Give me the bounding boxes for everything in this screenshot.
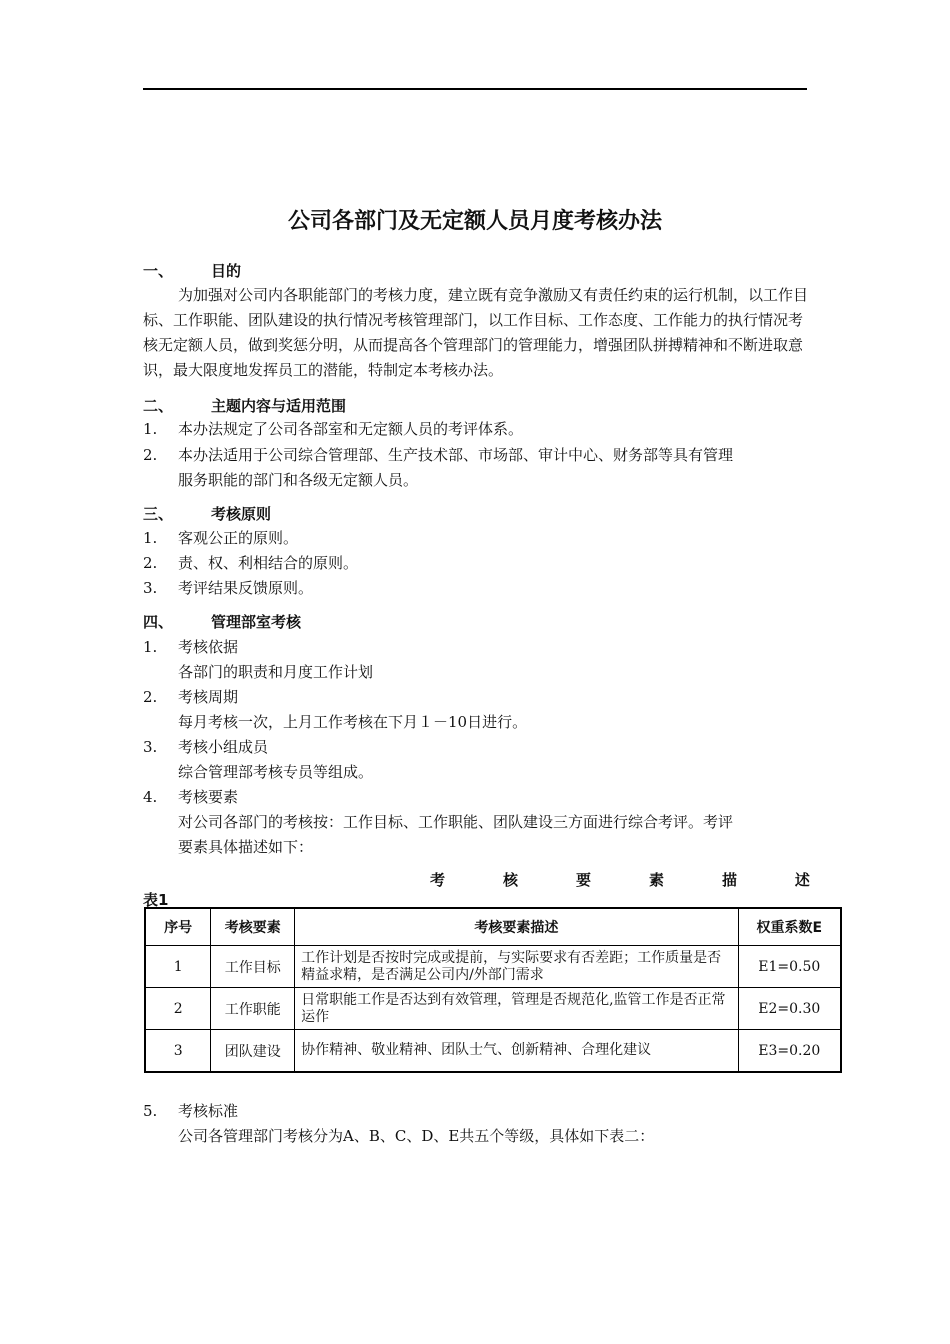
list-continuation: 综合管理部考核专员等组成。 [178,763,374,781]
header-rule [143,88,807,90]
section-label: 主题内容与适用范围 [211,397,347,415]
caption-char: 述 [794,871,810,889]
section-number: 二、 [143,397,174,415]
caption-char: 描 [721,871,737,889]
cell-index: 3 [145,1030,211,1073]
section-heading-4 [143,611,301,632]
section-heading-3 [143,503,271,524]
assessment-table [144,907,842,1073]
section-heading-2 [143,395,346,416]
cell-element: 工作职能 [211,988,295,1030]
column-header: 权重系数E [738,908,841,946]
list-item [143,444,733,465]
list-text: 考核依据 [178,638,239,656]
list-number: 1. [143,529,158,547]
caption-char: 考 [430,871,446,889]
section-label: 目的 [211,262,242,280]
list-continuation: 对公司各部门的考核按：工作目标、工作职能、团队建设三方面进行综合考评。考评 [178,813,734,831]
list-item [143,636,238,657]
list-number: 1. [143,638,158,656]
cell-weight: E1=0.50 [738,946,841,988]
column-header: 考核要素描述 [295,908,739,946]
table-row [145,988,841,1030]
cell-index: 2 [145,988,211,1030]
section-number: 一、 [143,262,174,280]
list-text: 本办法规定了公司各部室和无定额人员的考评体系。 [178,420,524,438]
caption-char: 素 [648,871,664,889]
list-text: 客观公正的原则。 [178,529,299,547]
list-text: 考评结果反馈原则。 [178,579,314,597]
section-number: 四、 [143,613,174,631]
list-number: 3. [143,579,158,597]
section-label: 考核原则 [211,505,272,523]
cell-element: 团队建设 [211,1030,295,1073]
list-continuation: 每月考核一次，上月工作考核在下月１－10日进行。 [178,713,528,731]
table-header-row [145,908,841,946]
table-caption [430,869,810,890]
list-number: 2. [143,554,158,572]
list-text: 考核要素 [178,788,239,806]
cell-weight: E3=0.20 [738,1030,841,1073]
column-header: 考核要素 [211,908,295,946]
list-number: 2. [143,688,158,706]
cell-description: 工作计划是否按时完成或提前，与实际要求有否差距；工作质量是否精益求精，是否满足公司内/外部门需求 [295,946,739,988]
list-text: 本办法适用于公司综合管理部、生产技术部、市场部、审计中心、财务部等具有管理 [178,446,734,464]
cell-element: 工作目标 [211,946,295,988]
list-text: 考核周期 [178,688,239,706]
list-text: 考核标准 [178,1102,239,1120]
section-1-paragraph: 为加强对公司内各职能部门的考核力度，建立既有竞争激励又有责任约束的运行机制，以工作目标、工作职能、团队建设的执行情况考核管理部门，以工作目标、工作态度、工作能力的执行情况考核无定额人员，做到奖惩分明，从而提高各个管理部门的管理能力，增强团队拼搏精神和不断进取意识，最大限度地发挥员工的潜能，特制定本考核办法。 [143,286,809,379]
cell-description: 日常职能工作是否达到有效管理，管理是否规范化,监管工作是否正常运作 [295,988,739,1030]
table-label: 表1 [143,891,169,909]
table-row [145,946,841,988]
list-continuation: 服务职能的部门和各级无定额人员。 [178,471,419,489]
list-number: 2. [143,446,158,464]
list-item [143,418,523,439]
cell-description: 协作精神、敬业精神、团队士气、创新精神、合理化建议 [295,1030,739,1073]
list-continuation: 各部门的职责和月度工作计划 [178,663,374,681]
cell-index: 1 [145,946,211,988]
caption-char: 核 [502,871,518,889]
list-item [143,552,358,573]
cell-weight: E2=0.30 [738,988,841,1030]
column-header: 序号 [145,908,211,946]
list-item [143,686,238,707]
list-text: 考核小组成员 [178,738,269,756]
list-item [143,786,238,807]
list-number: 3. [143,738,158,756]
list-number: 1. [143,420,158,438]
list-number: 5. [143,1102,158,1120]
list-continuation: 要素具体描述如下： [178,838,314,856]
list-number: 4. [143,788,158,806]
section-heading-1 [143,260,241,281]
caption-char: 要 [575,871,591,889]
list-item [143,1100,238,1121]
page-title: 公司各部门及无定额人员月度考核办法 [287,209,662,234]
list-item [143,527,298,548]
table-row [145,1030,841,1073]
section-number: 三、 [143,505,174,523]
list-text: 责、权、利相结合的原则。 [178,554,359,572]
list-item [143,736,268,757]
section-label: 管理部室考核 [211,613,302,631]
list-continuation: 公司各管理部门考核分为A、B、C、D、E共五个等级，具体如下表二： [178,1127,655,1145]
list-item [143,577,313,598]
